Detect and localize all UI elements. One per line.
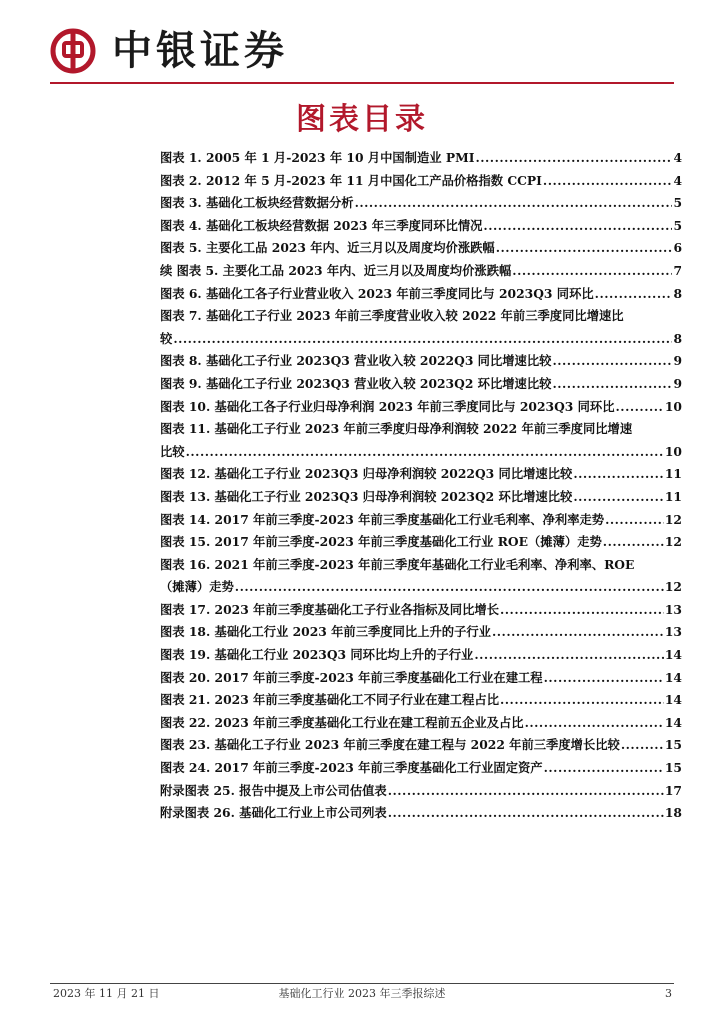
footer-date: 2023 年 11 月 21 日 bbox=[53, 987, 160, 1000]
toc-page-number: 4 bbox=[673, 150, 682, 165]
toc-leader-dots bbox=[552, 350, 672, 373]
toc-page-number: 10 bbox=[664, 443, 682, 459]
toc-entry-title: 续 图表 5. 主要化工品 2023 年内、近三月以及周度均价涨跌幅 bbox=[160, 262, 512, 278]
toc-leader-dots bbox=[544, 757, 664, 780]
toc-entry-title: 图表 19. 基础化工行业 2023Q3 同环比均上升的子行业 bbox=[160, 647, 474, 663]
page-header bbox=[0, 0, 724, 96]
toc-entry[interactable] bbox=[160, 350, 682, 373]
toc-page-number: 18 bbox=[664, 805, 682, 821]
toc-page-number: 9 bbox=[673, 353, 682, 369]
toc-leader-dots bbox=[543, 170, 673, 193]
toc-leader-dots bbox=[388, 780, 664, 803]
toc-entry[interactable] bbox=[160, 192, 682, 215]
toc-entry-title: 图表 1. 2005 年 1 月-2023 年 10 月中国制造业 PMI bbox=[160, 150, 475, 165]
toc-entry[interactable] bbox=[160, 305, 682, 350]
toc-page-number: 7 bbox=[673, 262, 682, 278]
toc-leader-dots bbox=[173, 328, 672, 351]
toc-page-number: 11 bbox=[664, 488, 682, 504]
toc-leader-dots bbox=[603, 531, 664, 554]
toc-page-number: 8 bbox=[673, 330, 682, 346]
toc-leader-dots bbox=[475, 147, 672, 170]
toc-entry-title: 图表 18. 基础化工行业 2023 年前三季度同比上升的子行业 bbox=[160, 624, 491, 640]
toc-entry-title: 图表 2. 2012 年 5 月-2023 年 11 月中国化工产品价格指数 CCPI bbox=[160, 172, 542, 188]
toc-entry[interactable] bbox=[160, 170, 682, 193]
toc-page-number: 6 bbox=[673, 240, 682, 256]
toc-entry[interactable] bbox=[160, 283, 682, 306]
toc-entry[interactable] bbox=[160, 667, 682, 690]
toc-page-number: 14 bbox=[664, 647, 682, 663]
toc-entry-title: 图表 13. 基础化工子行业 2023Q3 归母净利润较 2023Q2 环比增速比较 bbox=[160, 488, 573, 504]
toc-entry-title: 图表 23. 基础化工子行业 2023 年前三季度在建工程与 2022 年前三季度增长比较 bbox=[160, 737, 620, 753]
toc-entry-title: 图表 14. 2017 年前三季度-2023 年前三季度基础化工行业毛利率、净利率走势 bbox=[160, 511, 605, 527]
toc-entry-title: 图表 12. 基础化工子行业 2023Q3 归母净利润较 2022Q3 同比增速比较 bbox=[160, 466, 573, 482]
toc-entry[interactable] bbox=[160, 780, 682, 803]
toc-leader-dots bbox=[355, 192, 673, 215]
toc-page-number: 8 bbox=[673, 285, 682, 301]
toc-entry[interactable] bbox=[160, 734, 682, 757]
bank-of-china-logo-icon bbox=[50, 28, 96, 74]
toc-entry-title: 附录图表 26. 基础化工行业上市公司列表 bbox=[160, 805, 387, 821]
toc-entry-title: 附录图表 25. 报告中提及上市公司估值表 bbox=[160, 782, 387, 798]
toc-leader-dots bbox=[544, 667, 664, 690]
toc-entry-title: 图表 11. 基础化工子行业 2023 年前三季度归母净利润较 2022 年前三季度同比增速 bbox=[160, 421, 633, 437]
toc-page-number: 14 bbox=[664, 714, 682, 730]
toc-leader-dots bbox=[500, 599, 664, 622]
toc-page-number: 14 bbox=[664, 692, 682, 708]
toc-page-number: 5 bbox=[673, 217, 682, 233]
toc-entry-title: 图表 4. 基础化工板块经营数据 2023 年三季度同环比情况 bbox=[160, 217, 483, 233]
toc-page-number: 15 bbox=[664, 737, 682, 753]
toc-page-number: 17 bbox=[664, 782, 682, 798]
toc-page-number: 14 bbox=[664, 669, 682, 685]
toc-entry-title: 图表 6. 基础化工各子行业营业收入 2023 年前三季度同比与 2023Q3 同环比 bbox=[160, 285, 594, 301]
toc-leader-dots bbox=[552, 373, 672, 396]
toc-page-number: 12 bbox=[664, 511, 682, 527]
toc-entry-title-continued: 较 bbox=[160, 330, 173, 346]
toc-leader-dots bbox=[496, 237, 673, 260]
toc-entry[interactable] bbox=[160, 215, 682, 238]
toc-entry-title-continued: （摊薄）走势 bbox=[160, 579, 234, 595]
toc-entry[interactable] bbox=[160, 599, 682, 622]
toc-leader-dots bbox=[605, 509, 664, 532]
toc-entry-title: 图表 9. 基础化工子行业 2023Q3 营业收入较 2023Q2 环比增速比较 bbox=[160, 375, 552, 391]
toc-entry-title: 图表 8. 基础化工子行业 2023Q3 营业收入较 2022Q3 同比增速比较 bbox=[160, 353, 552, 369]
toc-entry[interactable] bbox=[160, 712, 682, 735]
toc-leader-dots bbox=[573, 486, 664, 509]
footer-page-number: 3 bbox=[665, 987, 672, 1000]
toc-leader-dots bbox=[186, 441, 664, 464]
toc-entry-title: 图表 20. 2017 年前三季度-2023 年前三季度基础化工行业在建工程 bbox=[160, 669, 543, 685]
brand-name: 中银证券 bbox=[112, 28, 288, 74]
toc-entry[interactable] bbox=[160, 463, 682, 486]
toc-entry[interactable] bbox=[160, 757, 682, 780]
toc-page-number: 15 bbox=[664, 760, 682, 776]
toc-entry-title: 图表 15. 2017 年前三季度-2023 年前三季度基础化工行业 ROE（摊薄）走势 bbox=[160, 534, 602, 550]
toc-entry[interactable] bbox=[160, 373, 682, 396]
toc-leader-dots bbox=[492, 621, 664, 644]
toc-entry[interactable] bbox=[160, 418, 682, 463]
toc-page-number: 12 bbox=[664, 534, 682, 550]
toc-entry[interactable] bbox=[160, 486, 682, 509]
toc-page-number: 12 bbox=[664, 579, 682, 595]
toc-entry[interactable] bbox=[160, 260, 682, 283]
toc-entry[interactable] bbox=[160, 237, 682, 260]
toc-entry-title: 图表 5. 主要化工品 2023 年内、近三月以及周度均价涨跌幅 bbox=[160, 240, 495, 256]
toc-leader-dots bbox=[388, 802, 664, 825]
toc-page-number: 11 bbox=[664, 466, 682, 482]
toc-page-number: 4 bbox=[673, 172, 682, 188]
toc-leader-dots bbox=[500, 689, 664, 712]
toc-leader-dots bbox=[474, 644, 664, 667]
toc-entry[interactable] bbox=[160, 802, 682, 825]
toc-page-number: 10 bbox=[664, 398, 682, 414]
toc-leader-dots bbox=[616, 396, 664, 419]
toc-leader-dots bbox=[573, 463, 664, 486]
toc-page-number: 5 bbox=[673, 195, 682, 211]
page-title: 图表目录 bbox=[296, 102, 428, 137]
toc-entry-title: 图表 17. 2023 年前三季度基础化工子行业各指标及同比增长 bbox=[160, 601, 499, 617]
toc-entry-title: 图表 10. 基础化工各子行业归母净利润 2023 年前三季度同比与 2023Q3 同环比 bbox=[160, 398, 615, 414]
toc-entry[interactable] bbox=[160, 644, 682, 667]
toc-entry-title: 图表 22. 2023 年前三季度基础化工行业在建工程前五企业及占比 bbox=[160, 714, 524, 730]
toc-entry[interactable] bbox=[160, 509, 682, 532]
footer-report-title: 基础化工行业 2023 年三季报综述 bbox=[278, 987, 446, 1000]
toc-page-number: 9 bbox=[673, 375, 682, 391]
toc-entry[interactable] bbox=[160, 689, 682, 712]
toc-entry-title: 图表 21. 2023 年前三季度基础化工不同子行业在建工程占比 bbox=[160, 692, 499, 708]
toc-leader-dots bbox=[621, 734, 664, 757]
toc-entry-title: 图表 16. 2021 年前三季度-2023 年前三季度年基础化工行业毛利率、净利率、ROE bbox=[160, 556, 635, 572]
toc-entry-title: 图表 7. 基础化工子行业 2023 年前三季度营业收入较 2022 年前三季度同比增速比 bbox=[160, 308, 624, 324]
toc-leader-dots bbox=[483, 215, 672, 238]
toc-entry[interactable] bbox=[160, 554, 682, 599]
toc-leader-dots bbox=[595, 283, 673, 306]
toc-entry[interactable] bbox=[160, 531, 682, 554]
toc-leader-dots bbox=[235, 576, 664, 599]
toc-entry[interactable] bbox=[160, 621, 682, 644]
header-divider bbox=[50, 82, 674, 84]
footer-divider bbox=[50, 983, 674, 984]
toc-entry-title: 图表 24. 2017 年前三季度-2023 年前三季度基础化工行业固定资产 bbox=[160, 760, 543, 776]
toc-entry[interactable] bbox=[160, 396, 682, 419]
toc-leader-dots bbox=[525, 712, 664, 735]
toc-entry-title-continued: 比较 bbox=[160, 443, 185, 459]
toc-entry[interactable] bbox=[160, 147, 682, 170]
toc-leader-dots bbox=[512, 260, 672, 283]
toc-page-number: 13 bbox=[664, 601, 682, 617]
toc-page-number: 13 bbox=[664, 624, 682, 640]
toc-entry-title: 图表 3. 基础化工板块经营数据分析 bbox=[160, 195, 354, 211]
table-of-figures bbox=[160, 147, 682, 825]
